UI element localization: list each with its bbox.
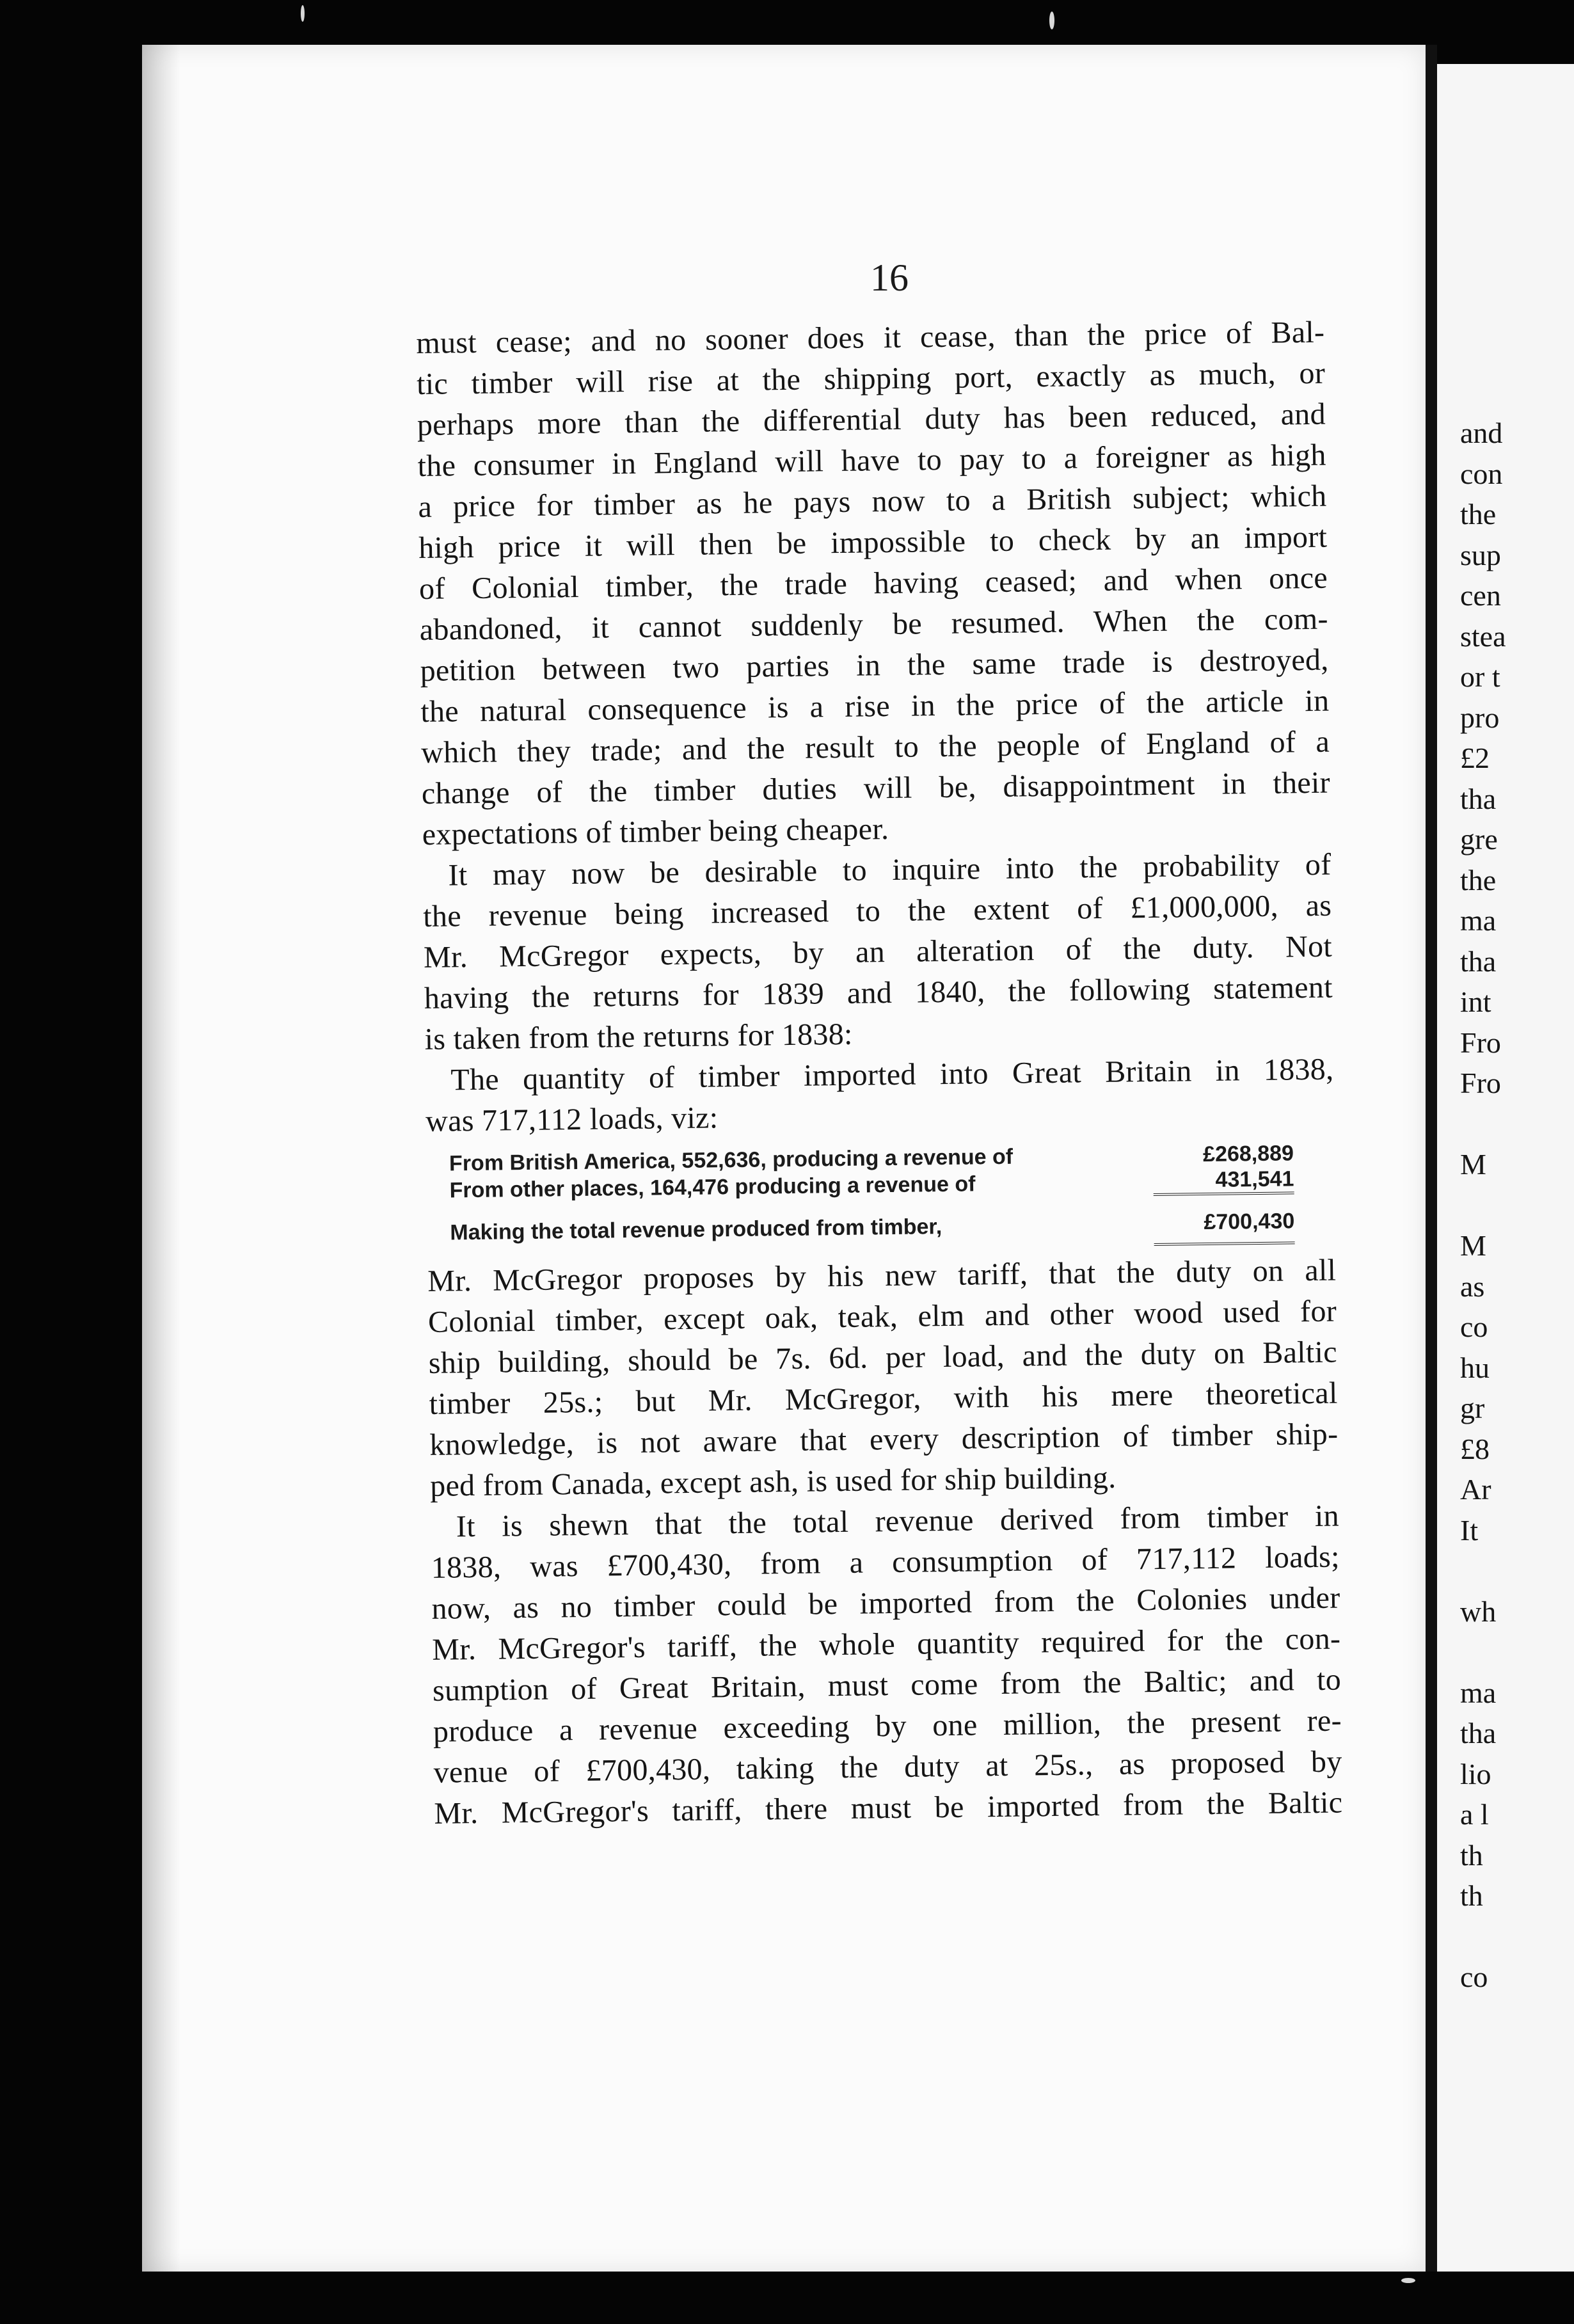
facing-page-line: hu bbox=[1460, 1351, 1490, 1384]
facing-page-line: Fro bbox=[1460, 1026, 1501, 1059]
page-number: 16 bbox=[870, 257, 909, 299]
text-line: the revenue being increased to the extent of £1,000,000, as bbox=[423, 888, 1332, 934]
facing-page-line: or t bbox=[1460, 660, 1500, 693]
text-line: expectations of timber being cheaper. bbox=[422, 812, 889, 852]
text-line: knowledge, is not aware that every description of timber ship- bbox=[429, 1417, 1339, 1462]
text-line: produce a revenue exceeding by one million, the present re- bbox=[433, 1703, 1342, 1749]
text-line: the natural consequence is a rise in the price of the article in bbox=[420, 683, 1330, 729]
facing-page-line: lio bbox=[1460, 1757, 1491, 1790]
paragraph-continued bbox=[416, 312, 1331, 856]
text-line: having the returns for 1839 and 1840, the following statement bbox=[424, 970, 1333, 1015]
scan-speck bbox=[1401, 2278, 1415, 2283]
facing-page-line bbox=[1437, 1104, 1574, 1145]
scan-speck bbox=[1049, 12, 1054, 29]
facing-page bbox=[1437, 64, 1574, 2272]
facing-page-text bbox=[1437, 413, 1574, 1998]
book-gutter bbox=[1426, 45, 1437, 2272]
text-line: sumption of Great Britain, must come from the Baltic; and to bbox=[432, 1662, 1342, 1708]
text-line: a price for timber as he pays now to a British subject; which bbox=[418, 479, 1327, 524]
text-line: the consumer in England will have to pay to a foreigner as high bbox=[417, 438, 1326, 483]
facing-page-line: as bbox=[1460, 1269, 1485, 1303]
body-text bbox=[416, 312, 1343, 1835]
facing-page-line: M bbox=[1460, 1229, 1486, 1262]
facing-page-line: £8 bbox=[1460, 1432, 1490, 1465]
facing-page-line: Ar bbox=[1460, 1473, 1491, 1506]
paragraph-total-revenue bbox=[431, 1496, 1343, 1835]
text-line: ship building, should be 7s. 6d. per load, and the duty on Baltic bbox=[428, 1335, 1338, 1380]
facing-page-line: co bbox=[1460, 1310, 1488, 1343]
text-line: of Colonial timber, the trade having ceased; and when once bbox=[418, 561, 1328, 606]
facing-page-line: Fro bbox=[1460, 1067, 1501, 1099]
facing-page-line: the bbox=[1460, 498, 1497, 530]
text-line: The quantity of timber imported into Great Britain in 1838, bbox=[450, 1052, 1334, 1097]
facing-page-line: cen bbox=[1460, 579, 1501, 612]
text-line: perhaps more than the differential duty has been reduced, and bbox=[417, 397, 1326, 442]
facing-page-line: con bbox=[1460, 457, 1503, 490]
facing-page-line bbox=[1437, 1632, 1574, 1673]
paragraph-new-tariff bbox=[427, 1250, 1339, 1507]
total-label: Making the total revenue produced from timber, bbox=[450, 1214, 942, 1245]
text-line: change of the timber duties will be, disappointment in their bbox=[421, 765, 1331, 811]
text-line: was 717,112 loads, viz: bbox=[425, 1101, 719, 1138]
facing-page-line: tha bbox=[1460, 944, 1497, 978]
facing-page-line: int bbox=[1460, 985, 1491, 1018]
facing-page-line: and bbox=[1460, 417, 1503, 449]
page-edge-shadow bbox=[142, 45, 180, 2272]
facing-page-line bbox=[1437, 1916, 1574, 1957]
revenue-table bbox=[449, 1140, 1295, 1254]
text-line: must cease; and no sooner does it cease, than the price of Bal- bbox=[416, 315, 1325, 360]
text-line: Mr. McGregor proposes by his new tariff, that the duty on all bbox=[427, 1253, 1337, 1298]
row-label: From other places, 164,476 producing a revenue of bbox=[449, 1172, 976, 1203]
text-line: Mr. McGregor's tariff, the whole quantity required for the con- bbox=[432, 1621, 1341, 1667]
text-line: Mr. McGregor expects, by an alteration of the duty. Not bbox=[423, 929, 1333, 975]
row-amount: 431,541 bbox=[1215, 1166, 1294, 1192]
text-line: timber 25s.; but Mr. McGregor, with his mere theoretical bbox=[429, 1376, 1338, 1421]
facing-page-line: th bbox=[1460, 1838, 1483, 1872]
facing-page-line: £2 bbox=[1460, 742, 1490, 774]
facing-page-line: the bbox=[1460, 863, 1497, 896]
facing-page-line: tha bbox=[1460, 1717, 1497, 1749]
facing-page-line: stea bbox=[1460, 619, 1506, 653]
total-amount: £700,430 bbox=[1154, 1193, 1295, 1245]
facing-page-line: tha bbox=[1460, 782, 1497, 815]
text-line: tic timber will rise at the shipping port, exactly as much, or bbox=[416, 356, 1326, 401]
facing-page-line: ma bbox=[1460, 1676, 1497, 1709]
text-line: which they trade; and the result to the people of England of a bbox=[420, 724, 1330, 770]
text-line: ped from Canada, except ash, is used for ship building. bbox=[429, 1460, 1117, 1503]
facing-page-line: pro bbox=[1460, 701, 1500, 734]
text-line: high price it will then be impossible to check by an import bbox=[418, 520, 1328, 565]
facing-page-line: wh bbox=[1460, 1595, 1497, 1628]
facing-page-line bbox=[1437, 1185, 1574, 1226]
facing-page-line: th bbox=[1460, 1879, 1483, 1912]
text-line: now, as no timber could be imported from the Colonies under bbox=[431, 1580, 1340, 1626]
facing-page-line: ma bbox=[1460, 904, 1497, 937]
text-line: venue of £700,430, taking the duty at 25s., as proposed by bbox=[433, 1744, 1342, 1790]
facing-page-line: co bbox=[1460, 1961, 1488, 1993]
text-line: abandoned, it cannot suddenly be resumed. When the com- bbox=[419, 601, 1329, 647]
facing-page-line: gre bbox=[1460, 823, 1498, 856]
text-line: It is shewn that the total revenue derived from timber in bbox=[456, 1499, 1340, 1544]
facing-page-line: sup bbox=[1460, 538, 1501, 571]
row-label: From British America, 552,636, producing a revenue of bbox=[449, 1144, 1014, 1176]
text-line: Colonial timber, except oak, teak, elm and other wood used for bbox=[427, 1294, 1337, 1339]
facing-page-line bbox=[1437, 1550, 1574, 1591]
facing-page-line: gr bbox=[1460, 1392, 1485, 1424]
text-line: Mr. McGregor's tariff, there must be imported from the Baltic bbox=[434, 1785, 1343, 1831]
text-line: 1838, was £700,430, from a consumption of 717,112 loads; bbox=[431, 1540, 1340, 1585]
text-line: petition between two parties in the same trade is destroyed, bbox=[420, 642, 1329, 688]
paragraph-revenue-inquiry bbox=[422, 845, 1333, 1060]
facing-page-line: M bbox=[1460, 1148, 1486, 1181]
scan-speck bbox=[301, 5, 305, 22]
table-total-row bbox=[450, 1193, 1295, 1253]
text-line: It may now be desirable to inquire into the probability of bbox=[448, 847, 1332, 893]
text-line: is taken from the returns for 1838: bbox=[424, 1017, 853, 1056]
row-amount: £268,889 bbox=[1202, 1141, 1294, 1167]
facing-page-line: a l bbox=[1460, 1798, 1489, 1831]
paragraph-timber-quantity bbox=[425, 1049, 1334, 1142]
facing-page-line: It bbox=[1460, 1513, 1479, 1547]
